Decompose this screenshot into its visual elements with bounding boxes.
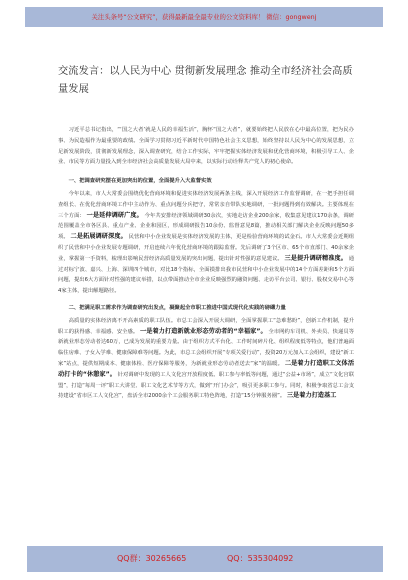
intro-paragraph: 习近平总书记指出，“‘国之大者’就是人民的幸福生活”，胸怀“国之大者”，就要始终把人民放在心中最高位置，把为民办事、为民造福作为最重要的政绩。全面学习贯彻习近平新时代中国特色社会主义思想，始终坚持以人民为中心的发展思想，立足新发展阶段，贯彻新发展理念，深入调查研究，结合工作实际，牢牢把握实体经济发展和优化营商环境，积极引导工人、企业、市民等方面力量投入到全市经济社会高质量发展大局中来，以实际行动诠释共产党人的初心使命。 xyxy=(58,127,354,166)
section-emphasis: 三是提升调研精准度。 xyxy=(284,254,347,262)
document-page xyxy=(58,63,354,533)
section-two xyxy=(58,303,354,402)
section-one xyxy=(58,176,354,297)
section-paragraph xyxy=(58,189,354,297)
section-heading: 二、把满足职工需求作为调查研究出发点，凝聚起全市职工推进中国式现代化实践的磅礴力量 xyxy=(68,304,286,311)
section-text: 今年共安排经济领域调研30余次，实地走访企业200余家，收集意见建议170余条，调研范围覆盖全市各区县、重点产业、企业和园区，形成调研报告10余份、监督意见8篇，推动相关部门解决企业反映问题50多项。 xyxy=(58,212,354,241)
footer-banner xyxy=(27,546,383,572)
section-text: 针对调研中发现的工人文化宫开放程度低、职工参与率低等问题，通过“公益+市场”，成立“文化宫联盟”，打造“每周一评”职工大讲堂、职工文化艺术节等方式，做到“开门办会”，吸引更多职工参与。同时，积极争取省总工会支持建设“省市区工人文化宫”，盘活全市2000余个工会服务职工特色阵地，打造“15分钟服务圈”。 xyxy=(58,371,354,400)
section-text: 通过对标宁波、嘉兴、上海、深圳四个城市，对比18个指标，全面摸排出我市民营和中小企业发展中的14个方面差距和5个方面问题，提出6大方面针对性强的建议举措，以点带面推动全市企业反映强烈的融资问题、走访平台公司、银行、股权交易中心等4家主体，提出解题路径。 xyxy=(58,255,354,295)
title-wrap xyxy=(58,63,354,107)
header-banner-text: 关注头条号“公文研究”，获得最新最全最专业的公文资料库！ 微信：gongwenj xyxy=(91,12,317,21)
section-text: 民营和中小企业发展是实体经济发展的主体，更是检验营商环境的试金石。市人大常委会近期组织了民营和中小企业发展专题调研，开启连续六年优化营商环境的跟踪监督。先后调研了3个区市、65个市直部门、40余家企业，掌握第一手资料，梳理出影响民营经济高质量发展的突出问题，提出针对性强的意见建议。 xyxy=(58,234,354,262)
section-text: 高质量的实体经济离不开高素质的职工队伍。市总工会深入开展大调研，全面掌握职工“急难愁盼”，创新工作机制，提升职工的获得感、幸福感、安全感。 xyxy=(58,317,354,335)
section-emphasis: 三是着力打造基工 xyxy=(286,392,337,400)
header-banner xyxy=(25,7,383,27)
document-title: 交流发言：以人民为中心 贯彻新发展理念 推动全市经济社会高质量发展 xyxy=(58,66,353,95)
section-emphasis: 一是延伸调研广度。 xyxy=(86,211,143,219)
section-emphasis: 二是拓展调研深度。 xyxy=(70,233,127,241)
section-emphasis: 二是着力打造职工文体活动打卡的“休憩家”。 xyxy=(58,359,354,378)
section-emphasis: 一是着力打造新就业形态劳动者的“幸福家”。 xyxy=(139,327,267,335)
section-text: 全市网约车司机、外卖员、快递员等新就业形态劳动者达60万，已成为发展的重要力量。由于组织方式平台化、工作时间碎片化、组织程度低等特点，他们普遍面临住房难、子女入学难、健康保障难等问题。为此，市总工会组织开展“专项关爱行动”，投资20万元加入工会组织，建设“新工家”站点，提供短期成本、健康体检、医疗保障等服务，为新就业形态劳动者送去“家”的温暖。 xyxy=(58,328,354,367)
qq-group-number: QQ群：30265665 xyxy=(117,554,187,563)
qq-number: QQ：535304092 xyxy=(227,554,294,563)
section-text: 今年以来，市人大常委会围绕优化营商环境和促进实体经济发展两条主线，深入开展经济工作监督调研，在一把手担任调查组长、在优化营商环境工作中主动作为、重点问题分兵把守，常常亲自带队实地调研，一批问题得到有效解决。主要体现在三个方面： xyxy=(58,190,354,219)
section-heading: 一、把调查研究摆在更加突出的位置，全面提升入大监督实效 xyxy=(68,178,212,185)
section-paragraph xyxy=(58,316,354,402)
